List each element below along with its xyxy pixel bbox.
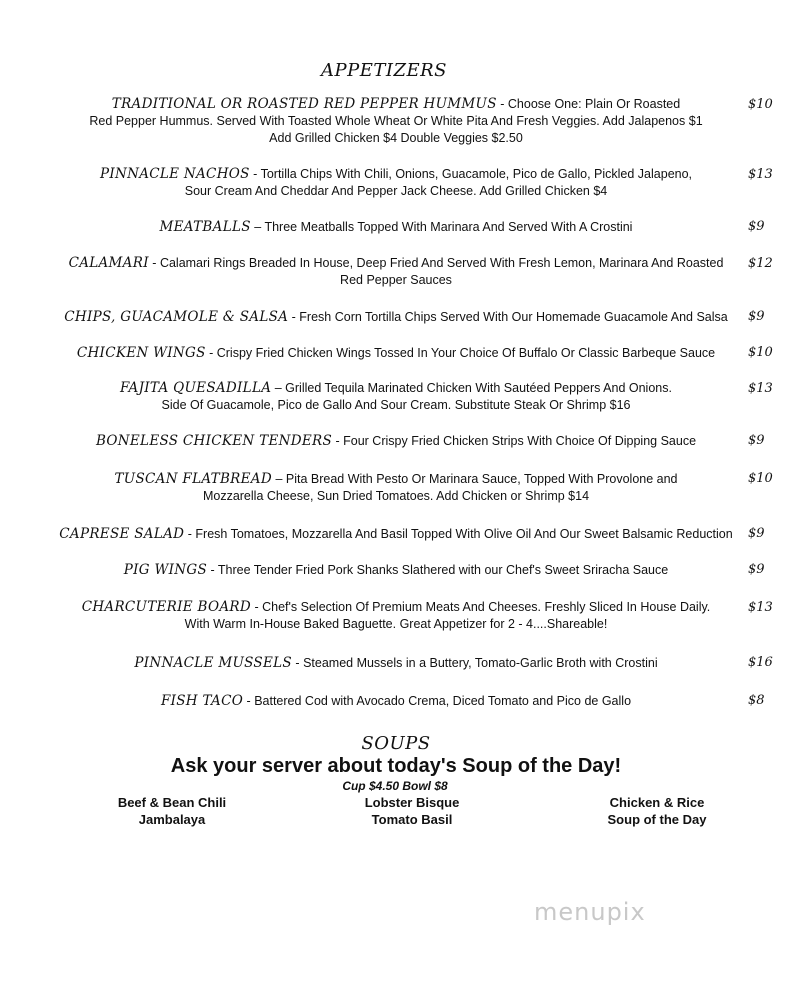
menu-item-calamari: CALAMARI - Calamari Rings Breaded In House, Deep Fried And Served With Fresh Lemon, Marinara And Roasted Red Pepper Sauces <box>60 255 732 289</box>
item-price: $12 <box>748 256 773 271</box>
item-description: Fresh Tomatoes, Mozzarella And Basil Topped With Olive Oil And Our Sweet Balsamic Reduction <box>195 527 733 541</box>
item-description: Pita Bread With Pesto Or Marinara Sauce, Topped With Provolone and <box>285 472 678 486</box>
menu-item-pinnacle-mussels: PINNACLE MUSSELS - Steamed Mussels in a Buttery, Tomato-Garlic Broth with Crostini <box>134 655 658 671</box>
item-price: $10 <box>748 97 773 112</box>
item-description: Crispy Fried Chicken Wings Tossed In Your Choice Of Buffalo Or Classic Barbeque Sauce <box>216 346 716 360</box>
item-name: PINNACLE MUSSELS <box>134 655 292 671</box>
item-name: TUSCAN FLATBREAD <box>114 471 272 487</box>
soup-item: Beef & Bean Chili <box>117 795 227 810</box>
item-price: $9 <box>748 219 765 234</box>
menu-item-nachos: PINNACLE NACHOS - Tortilla Chips With Chili, Onions, Guacamole, Pico de Gallo, Pickled Jalapeno, Sour Cream And Cheddar And Pepper Jack Cheese. Add Grilled Chicken $4 <box>60 166 732 200</box>
item-description: Steamed Mussels in a Buttery, Tomato-Garlic Broth with Crostini <box>303 656 658 670</box>
soup-item: Tomato Basil <box>371 812 453 827</box>
item-description-line: Mozzarella Cheese, Sun Dried Tomatoes. Add Chicken or Shrimp $14 <box>202 489 590 503</box>
menu-item-chips-guacamole-salsa: CHIPS, GUACAMOLE & SALSA - Fresh Corn Tortilla Chips Served With Our Homemade Guacamole And Salsa <box>64 309 728 325</box>
item-description-line: With Warm In-House Baked Baguette. Great Appetizer for 2 - 4....Shareable! <box>184 617 608 631</box>
item-description: Four Crispy Fried Chicken Strips With Choice Of Dipping Sauce <box>343 434 697 448</box>
menu-item-caprese-salad: CAPRESE SALAD - Fresh Tomatoes, Mozzarella And Basil Topped With Olive Oil And Our Sweet Balsamic Reduction <box>59 526 733 542</box>
item-description: Calamari Rings Breaded In House, Deep Fried And Served With Fresh Lemon, Marinara And Roasted <box>159 256 724 270</box>
menu-item-meatballs: MEATBALLS – Three Meatballs Topped With Marinara And Served With A Crostini <box>159 219 633 235</box>
soup-item: Chicken & Rice <box>609 795 705 810</box>
item-price: $13 <box>748 381 773 396</box>
item-name: CHARCUTERIE BOARD <box>81 599 251 615</box>
item-name: PIG WINGS <box>123 562 208 578</box>
item-name: CHICKEN WINGS <box>76 345 206 361</box>
menu-item-chicken-wings: CHICKEN WINGS - Crispy Fried Chicken Wings Tossed In Your Choice Of Buffalo Or Classic Barbeque Sauce <box>76 345 716 361</box>
item-name: PINNACLE NACHOS <box>99 166 250 182</box>
menu-item-boneless-chicken-tenders: BONELESS CHICKEN TENDERS - Four Crispy Fried Chicken Strips With Choice Of Dipping Sauce <box>95 433 697 449</box>
item-price: $9 <box>748 526 765 541</box>
item-name: CAPRESE SALAD <box>59 526 185 542</box>
item-description-line: Add Grilled Chicken $4 Double Veggies $2.50 <box>269 131 523 145</box>
item-description-line: Red Pepper Hummus. Served With Toasted Whole Wheat Or White Pita And Fresh Veggies. Add Jalapenos $1 <box>89 114 703 128</box>
menu-item-tuscan-flatbread: TUSCAN FLATBREAD – Pita Bread With Pesto Or Marinara Sauce, Topped With Provolone and Mozzarella Cheese, Sun Dried Tomatoes. Add Chicken or Shrimp $14 <box>60 471 732 505</box>
item-price: $13 <box>748 167 773 182</box>
item-description: Three Meatballs Topped With Marinara And Served With A Crostini <box>264 220 633 234</box>
soup-item: Soup of the Day <box>607 812 707 827</box>
item-price: $10 <box>748 471 773 486</box>
item-price: $10 <box>748 345 773 360</box>
menu-item-hummus: TRADITIONAL OR ROASTED RED PEPPER HUMMUS - Choose One: Plain Or Roasted Red Pepper Hummus. Served With Toasted Whole Wheat Or White Pita And Fresh Veggies. Add Jalapenos $1 Add Grilled Chicken $4 Double Veggies $2.50 <box>60 96 732 147</box>
menu-item-fajita-quesadilla: FAJITA QUESADILLA – Grilled Tequila Marinated Chicken With Sautéed Peppers And Onions. Side Of Guacamole, Pico de Gallo And Sour Cream. Substitute Steak Or Shrimp $16 <box>60 380 732 414</box>
item-price: $16 <box>748 655 773 670</box>
menu-item-fish-taco: FISH TACO - Battered Cod with Avocado Crema, Diced Tomato and Pico de Gallo <box>160 693 632 709</box>
item-description: Chef's Selection Of Premium Meats And Cheeses. Freshly Sliced In House Daily. <box>262 600 711 614</box>
item-name: TRADITIONAL OR ROASTED RED PEPPER HUMMUS <box>111 96 497 112</box>
item-name: FAJITA QUESADILLA <box>120 380 272 396</box>
item-description: Tortilla Chips With Chili, Onions, Guacamole, Pico de Gallo, Pickled Jalapeno, <box>260 167 693 181</box>
soup-prices: Cup $4.50 Bowl $8 <box>342 779 448 793</box>
soups-title: SOUPS <box>361 733 431 754</box>
appetizers-title: APPETIZERS <box>320 60 447 81</box>
item-name: FISH TACO <box>160 693 244 709</box>
menu-item-charcuterie-board: CHARCUTERIE BOARD - Chef's Selection Of Premium Meats And Cheeses. Freshly Sliced In House Daily. With Warm In-House Baked Baguette. Great Appetizer for 2 - 4....Shareable! <box>60 599 732 633</box>
item-name: CALAMARI <box>68 255 149 271</box>
item-description: Battered Cod with Avocado Crema, Diced Tomato and Pico de Gallo <box>254 694 632 708</box>
item-price: $9 <box>748 433 765 448</box>
item-description-line: Sour Cream And Cheddar And Pepper Jack Cheese. Add Grilled Chicken $4 <box>184 184 608 198</box>
item-price: $13 <box>748 600 773 615</box>
menu-item-pig-wings: PIG WINGS - Three Tender Fried Pork Shanks Slathered with our Chef's Sweet Sriracha Sauce <box>123 562 669 578</box>
soup-item: Jambalaya <box>138 812 206 827</box>
item-description-line: Red Pepper Sauces <box>340 273 452 287</box>
item-price: $9 <box>748 562 765 577</box>
item-description: Fresh Corn Tortilla Chips Served With Our Homemade Guacamole And Salsa <box>299 310 728 324</box>
item-description-line: Side Of Guacamole, Pico de Gallo And Sour Cream. Substitute Steak Or Shrimp $16 <box>161 398 631 412</box>
soup-of-the-day-banner: Ask your server about today's Soup of the Day! <box>170 755 622 777</box>
item-name: CHIPS, GUACAMOLE & SALSA <box>64 309 289 325</box>
item-price: $8 <box>748 693 765 708</box>
soup-item: Lobster Bisque <box>364 795 460 810</box>
item-description: Choose One: Plain Or Roasted <box>507 97 681 111</box>
item-description: Three Tender Fried Pork Shanks Slathered with our Chef's Sweet Sriracha Sauce <box>217 563 669 577</box>
item-price: $9 <box>748 309 765 324</box>
item-description: Grilled Tequila Marinated Chicken With Sautéed Peppers And Onions. <box>285 381 672 395</box>
item-name: BONELESS CHICKEN TENDERS <box>95 433 333 449</box>
item-name: MEATBALLS <box>159 219 251 235</box>
menupix-watermark: menupix <box>534 898 646 926</box>
